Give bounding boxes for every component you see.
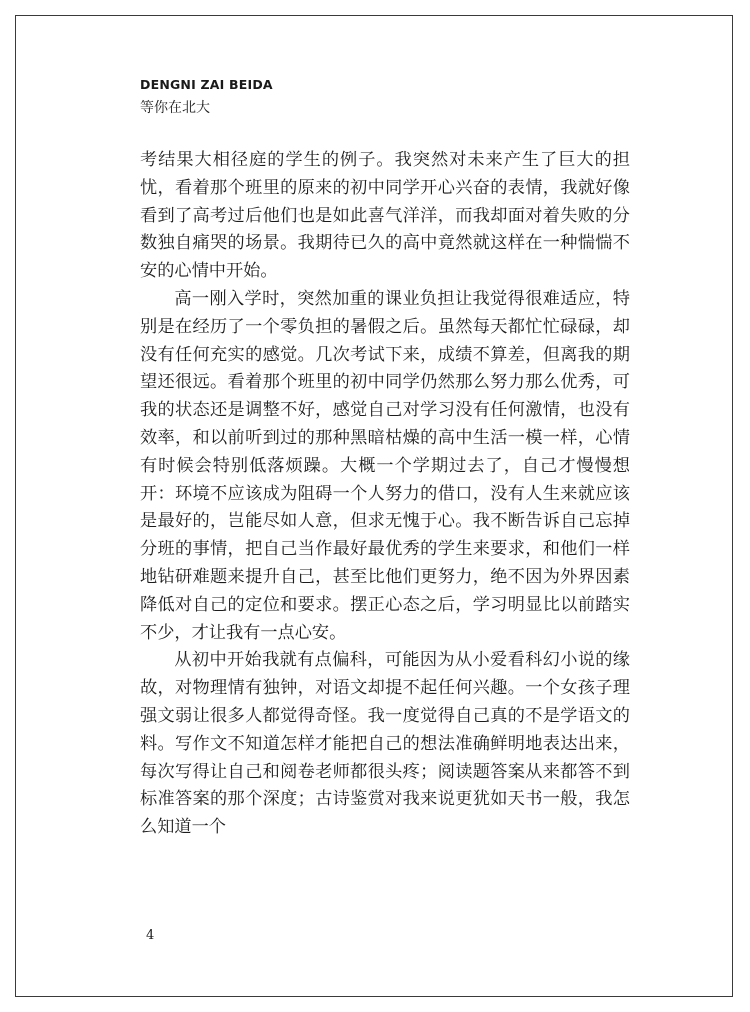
paragraph-continued: 考结果大相径庭的学生的例子。我突然对未来产生了巨大的担忧，看着那个班里的原来的初中同学开心兴奋的表情，我就好像看到了高考过后他们也是如此喜气洋洋，而我却面对着失败的分数独自痛哭的场景。我期待已久的高中竟然就这样在一种惴惴不安的心情中开始。 bbox=[140, 150, 630, 282]
running-header-chinese: 等你在北大 bbox=[140, 100, 210, 116]
body-text bbox=[140, 147, 630, 842]
paragraph: 高一刚入学时，突然加重的课业负担让我觉得很难适应，特别是在经历了一个零负担的暑假之后。虽然每天都忙忙碌碌，却没有任何充实的感觉。几次考试下来，成绩不算差，但离我的期望还很远。看着那个班里的初中同学仍然那么努力那么优秀，可我的状态还是调整不好，感觉自己对学习没有任何激情，也没有效率，和以前听到过的那种黑暗枯燥的高中生活一模一样，心情有时候会特别低落烦躁。大概一个学期过去了，自己才慢慢想开：环境不应该成为阻碍一个人努力的借口，没有人生来就应该是最好的，岂能尽如人意，但求无愧于心。我不断告诉自己忘掉分班的事情，把自己当作最好最优秀的学生来要求，和他们一样地钻研难题来提升自己，甚至比他们更努力，绝不因为外界因素降低对自己的定位和要求。摆正心态之后，学习明显比以前踏实不少，才让我有一点心安。 bbox=[140, 288, 630, 643]
page-number: 4 bbox=[146, 928, 155, 943]
paragraph: 从初中开始我就有点偏科，可能因为从小爱看科幻小说的缘故，对物理情有独钟，对语文却提不起任何兴趣。一个女孩子理强文弱让很多人都觉得奇怪。我一度觉得自己真的不是学语文的料。写作文不知道怎样才能把自己的想法准确鲜明地表达出来，每次写得让自己和阅卷老师都很头疼；阅读题答案从来都答不到标准答案的那个深度；古诗鉴赏对我来说更犹如天书一般，我怎么知道一个 bbox=[140, 650, 630, 838]
running-header-english: DENGNI ZAI BEIDA bbox=[140, 77, 273, 92]
